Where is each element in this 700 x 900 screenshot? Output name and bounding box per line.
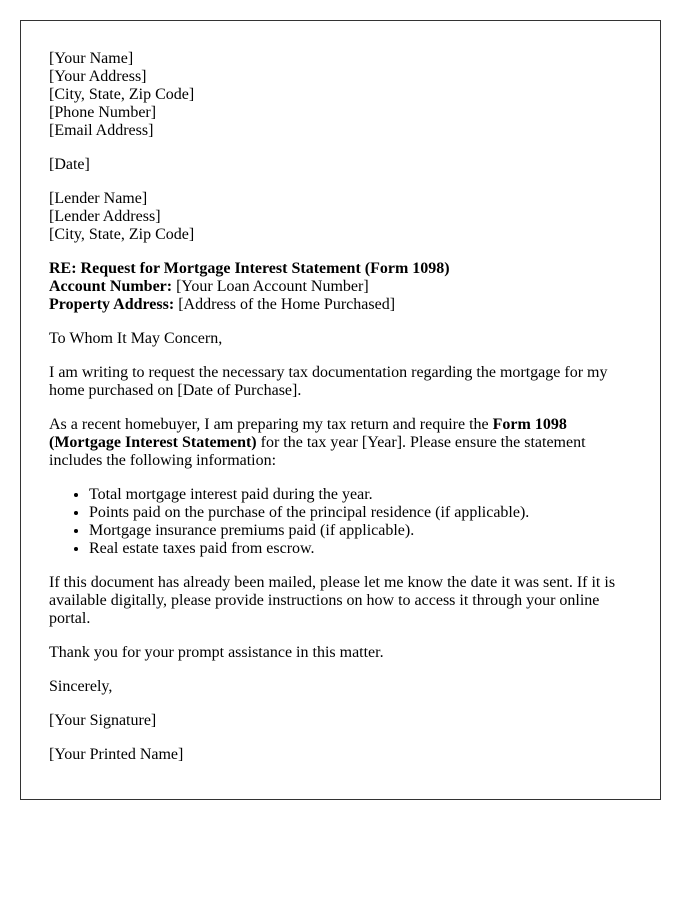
recipient-address: [Lender Address] [49,208,161,225]
body-paragraph-1 [49,364,632,400]
list-item: • Mortgage insurance premiums paid (if applicable). [89,522,632,540]
sender-block [49,50,632,140]
information-list [49,486,632,558]
sender-email: [Email Address] [49,122,154,139]
body-paragraph-3 [49,574,632,628]
body-paragraph-4-text: Thank you for your prompt assistance in this matter. [49,644,384,661]
recipient-name: [Lender Name] [49,190,148,207]
sender-name: [Your Name] [49,50,134,67]
sender-phone: [Phone Number] [49,104,157,121]
printed-name [49,746,632,764]
body-paragraph-3-text: If this document has already been mailed, please let me know the date it was sent. If it is available digitally, please provide instructions on how to access it through your online portal. [49,574,616,627]
property-address-value: [Address of the Home Purchased] [174,296,396,313]
re-line [49,260,632,278]
body-paragraph-1-text: I am writing to request the necessary tax documentation regarding the mortgage for my home purchased on [Date of Purchase]. [49,364,608,399]
recipient-block [49,190,632,244]
list-item: • Points paid on the purchase of the principal residence (if applicable). [89,504,632,522]
list-item: • Total mortgage interest paid during the year. [89,486,632,504]
sender-address: [Your Address] [49,68,147,85]
printed-name-text: [Your Printed Name] [49,746,184,763]
letter-date: [Date] [49,156,90,173]
para2-outro: for the tax year [Year]. Please ensure the statement includes the following information: [49,434,586,469]
account-number-line [49,278,632,296]
body-paragraph-4 [49,644,632,662]
sender-city-state-zip: [City, State, Zip Code] [49,86,195,103]
account-number-label: Account Number: [49,278,173,295]
letter-document [20,20,661,800]
account-number-value: [Your Loan Account Number] [172,278,369,295]
property-address-label: Property Address: [49,296,175,313]
salutation [49,330,632,348]
salutation-text: To Whom It May Concern, [49,330,223,347]
recipient-city-state-zip: [City, State, Zip Code] [49,226,195,243]
valediction [49,678,632,696]
property-address-line [49,296,632,314]
valediction-text: Sincerely, [49,678,113,695]
date-block [49,156,632,174]
re-line-text: RE: Request for Mortgage Interest Statement (Form 1098) [49,260,450,277]
signature [49,712,632,730]
body-paragraph-2-text [49,416,632,470]
signature-text: [Your Signature] [49,712,157,729]
body-paragraph-2 [49,416,632,470]
reference-block [49,260,632,314]
para2-form-name: Form 1098 (Mortgage Interest Statement) [49,416,567,451]
list-item: • Real estate taxes paid from escrow. [89,540,632,558]
para2-intro: As a recent homebuyer, I am preparing my tax return and require the [49,416,493,433]
